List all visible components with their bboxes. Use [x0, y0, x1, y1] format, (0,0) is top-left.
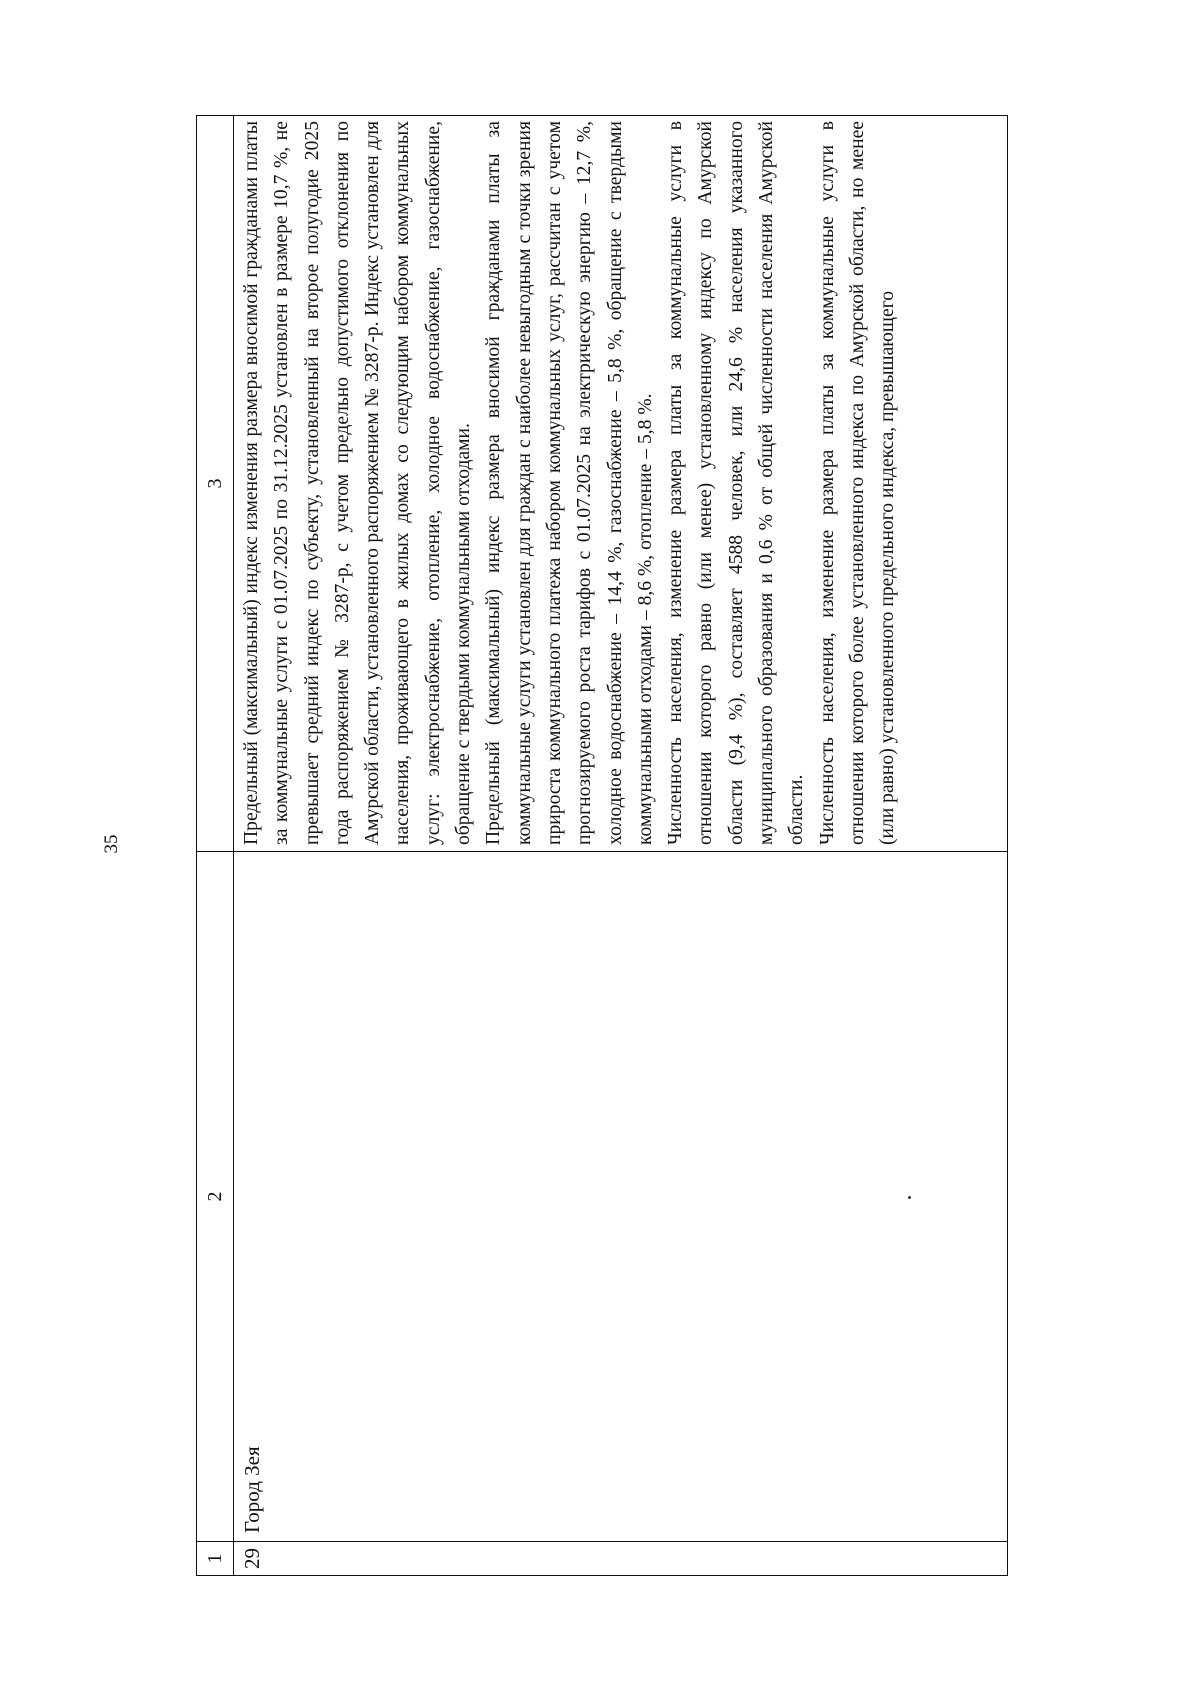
paragraph-index-set: Предельный (максимальный) индекс изменения размера вносимой гражданами платы за коммунальные услуги с 01.07.2025 по 31.12.2025 установлен в размере 10,7 %, не превышает средний индекс по субъекту, установленный на второе полугодие 2025 года распоряжением № 3287-р, с учетом предельно допустимого отклонения по Амурской области, установленного распоряжением № 3287-р. Индекс установлен для населения, проживающего в жилых домах со следующим набором коммунальных услуг: электроснабжение, отопление, холодное водоснабжение, газоснабжение, обращение с твердыми коммунальными отходами. — [241, 121, 475, 845]
header-col-1: 1 — [197, 1542, 234, 1576]
page-number: 35 — [101, 834, 122, 854]
header-col-2: 2 — [197, 852, 234, 1542]
rotated-table-container — [196, 116, 1008, 1576]
paragraph-index-calculation: Предельный (максимальный) индекс размера вносимой гражданами платы за коммунальные услуги установлен для граждан с наиболее невыгодным с точки зрения прироста коммунального платежа набором коммунальных услуг, рассчитан с учетом прогнозируемого роста тарифов с 01.07.2025 на электрическую энергию – 12,7 %, холодное водоснабжение – 14,4 %, газоснабжение – 5,8 %, обращение с твердыми коммунальными отходами – 8,6 %, отопление – 5,8 %. — [483, 121, 656, 845]
table-header-row — [197, 116, 234, 1576]
municipality-name: Город Зея — [234, 852, 1008, 1542]
description-cell — [234, 116, 1008, 852]
document-table — [196, 115, 1008, 1576]
header-col-3: 3 — [197, 116, 234, 852]
table-row — [234, 116, 1008, 1576]
paragraph-population-below: Численность населения, изменение размера платы за коммунальные услуги в отношении которого равно (или менее) установленному индексу по Амурской области (9,4 %), составляет 4588 человек, или 24,6 % населения указанного муниципального образования и 0,6 % от общей численности населения Амурской области. — [665, 121, 808, 845]
row-number: 29 — [234, 1542, 1008, 1576]
paragraph-population-above: Численность населения, изменение размера платы за коммунальные услуги в отношении которого более установленного индекса по Амурской области, но менее (или равно) установленного предельного индекса, превышающего — [816, 121, 899, 845]
